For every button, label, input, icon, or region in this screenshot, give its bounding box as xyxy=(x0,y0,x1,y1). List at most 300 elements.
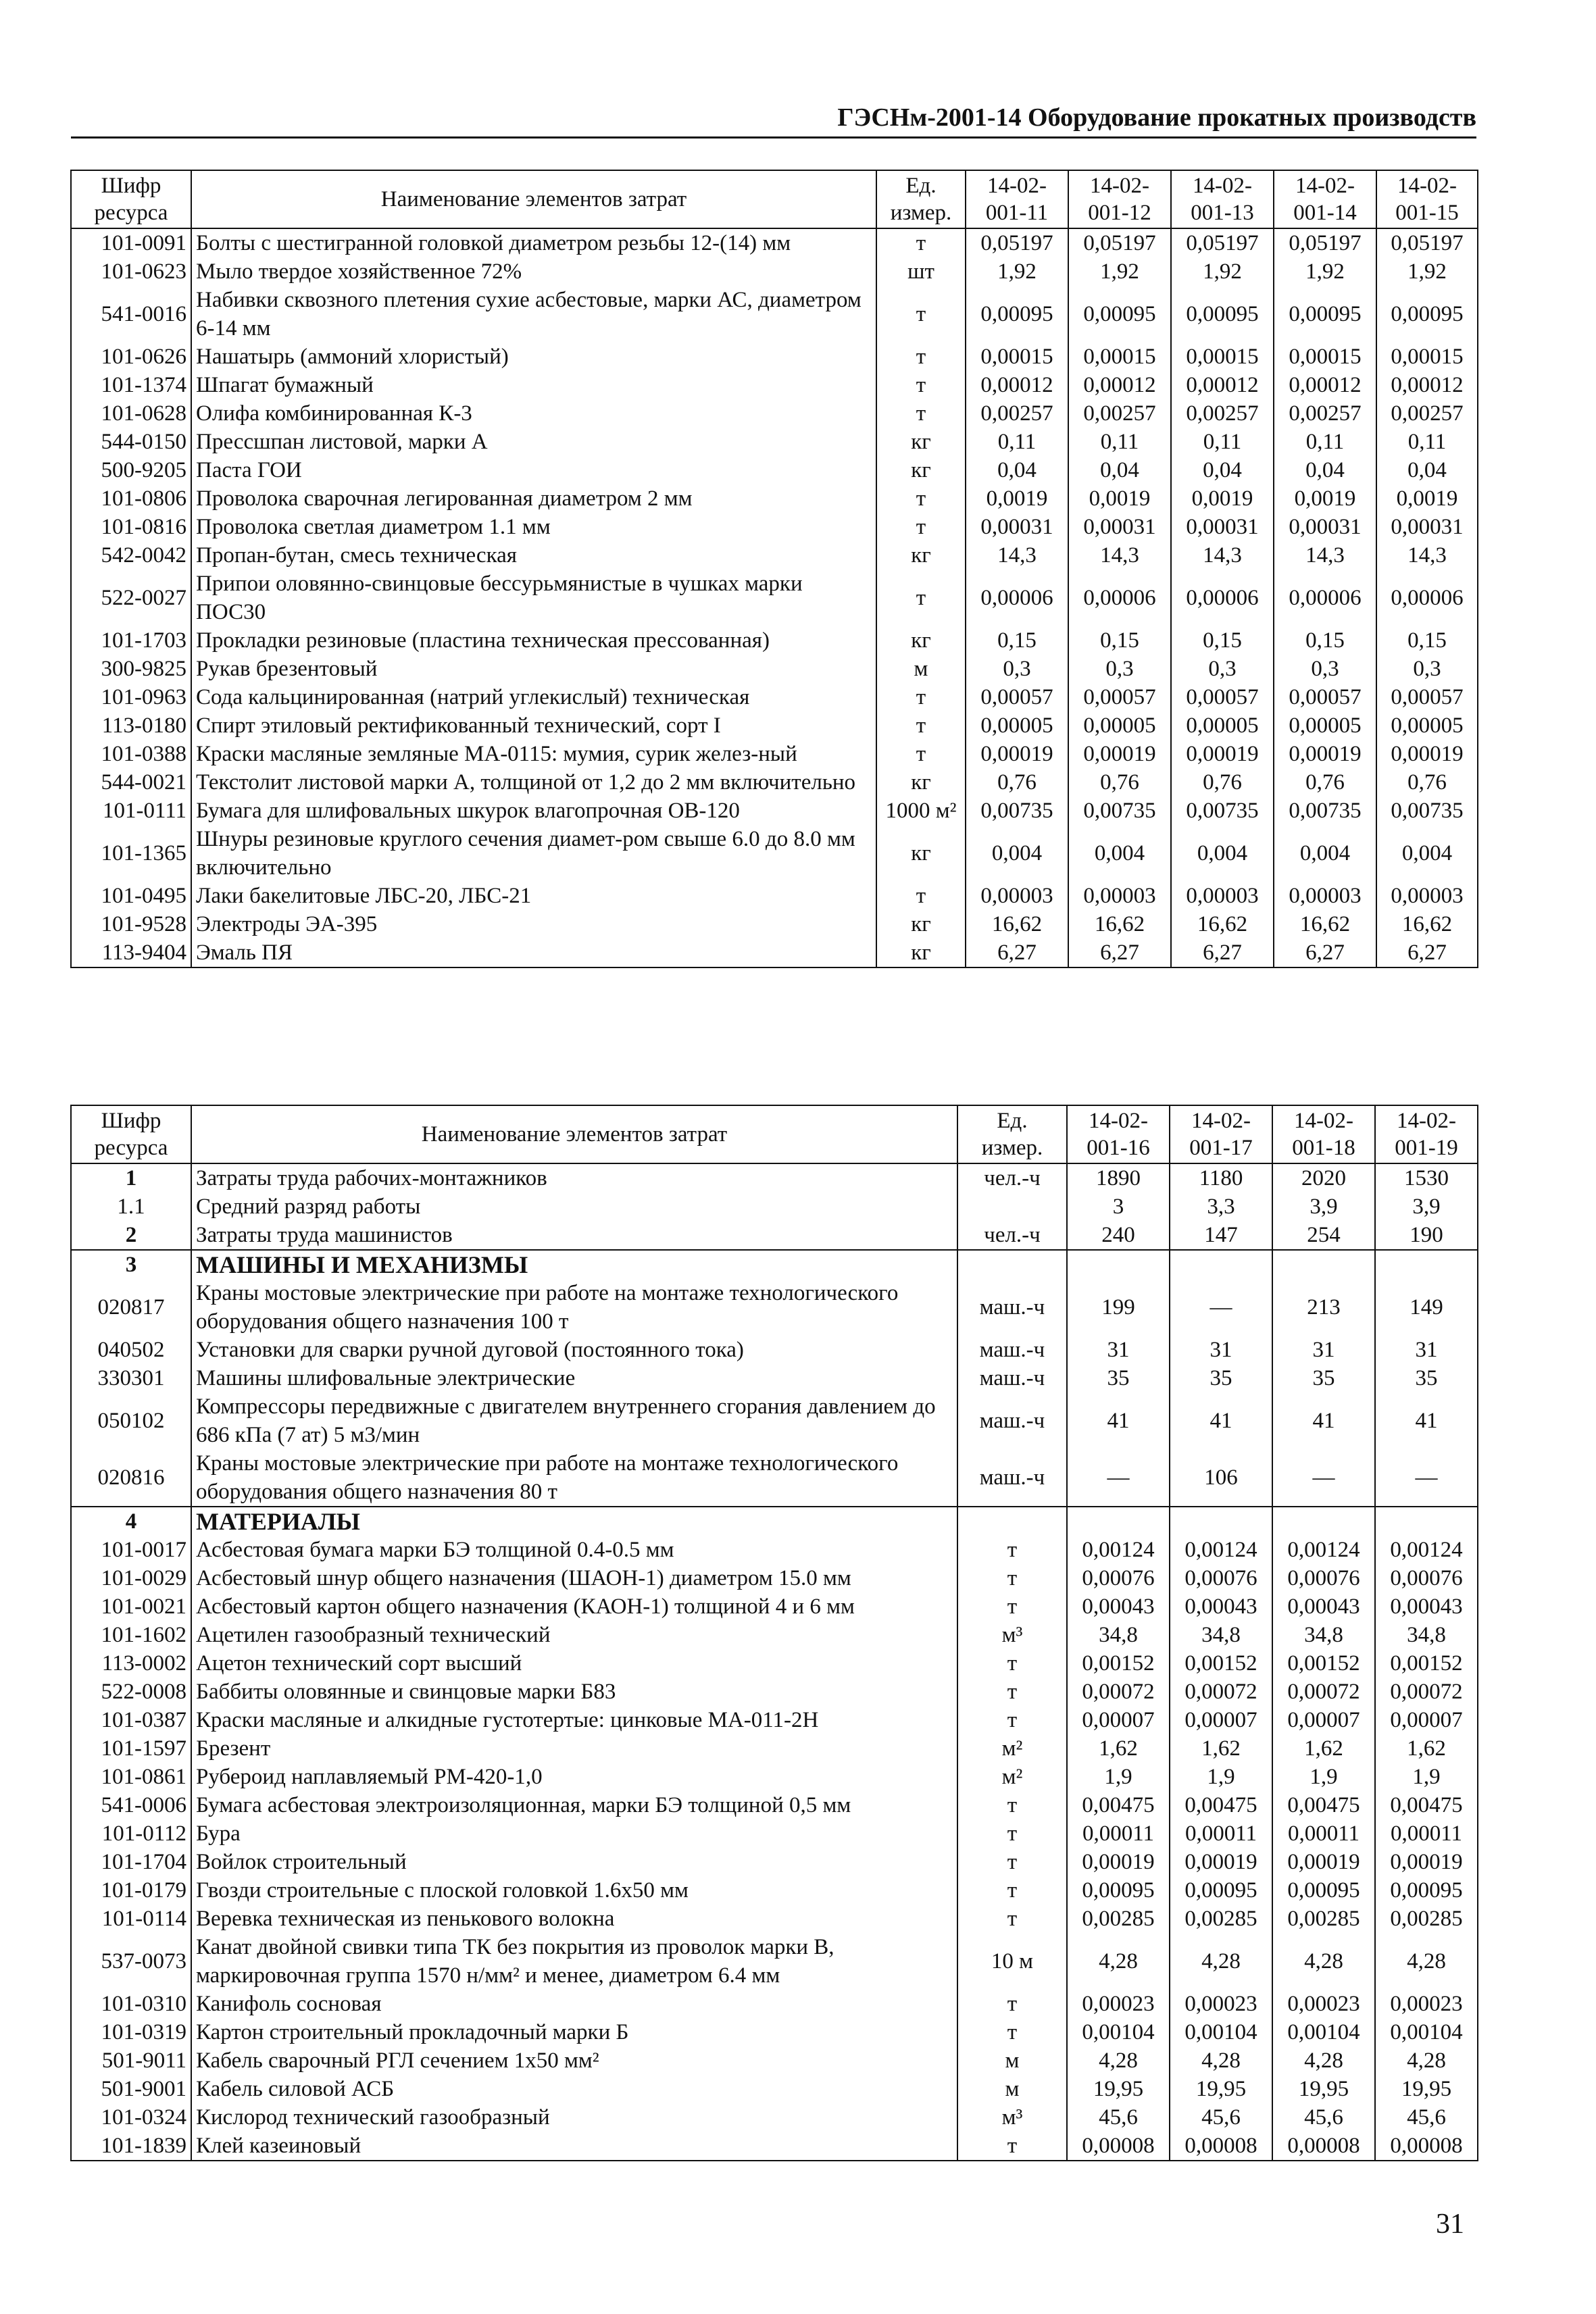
norm-value: 0,00019 xyxy=(1375,1848,1478,1876)
norm-value: 0,00475 xyxy=(1375,1791,1478,1819)
norm-value: — xyxy=(1272,1449,1375,1507)
norm-value: 0,00257 xyxy=(1068,399,1171,428)
cost-element-name: Краски масляные земляные МА-0115: мумия, сурик желез-ный xyxy=(191,740,876,768)
norm-value: 0,3 xyxy=(1376,655,1478,683)
unit-of-measure: кг xyxy=(876,825,966,882)
resource-code: 101-0112 xyxy=(71,1819,191,1848)
norm-value: 0,00003 xyxy=(1274,882,1376,910)
norm-value: 0,00285 xyxy=(1272,1905,1375,1933)
norm-value: 0,00095 xyxy=(1067,1876,1170,1905)
norm-value: 19,95 xyxy=(1272,2075,1375,2103)
norm-value: 0,00072 xyxy=(1170,1678,1272,1706)
unit-of-measure xyxy=(957,1250,1067,1279)
cost-element-name: Бумага асбестовая электроизоляционная, марки БЭ толщиной 0,5 мм xyxy=(191,1791,957,1819)
norm-value xyxy=(1067,1250,1170,1279)
norm-value: 0,05197 xyxy=(1376,228,1478,257)
norm-value: 0,00735 xyxy=(1171,797,1274,825)
cost-element-name: Пропан-бутан, смесь техническая xyxy=(191,541,876,570)
column-header-unit: Ед. измер. xyxy=(957,1105,1067,1163)
norm-value: 0,76 xyxy=(1171,768,1274,797)
norm-value: 0,00095 xyxy=(1171,286,1274,343)
norm-value: 0,00005 xyxy=(1171,711,1274,740)
unit-of-measure xyxy=(957,1507,1067,1536)
norm-value: 35 xyxy=(1375,1364,1478,1392)
norm-value: 0,00285 xyxy=(1170,1905,1272,1933)
resource-code: 101-0626 xyxy=(71,343,191,371)
resource-code: 101-0387 xyxy=(71,1706,191,1734)
unit-of-measure: м xyxy=(876,655,966,683)
norm-value: 0,76 xyxy=(966,768,1068,797)
unit-of-measure: кг xyxy=(876,541,966,570)
norm-value: 0,00104 xyxy=(1170,2018,1272,2046)
norm-value: 0,00095 xyxy=(1376,286,1478,343)
norm-value: 4,28 xyxy=(1170,1933,1272,1990)
cost-element-name: Проволока светлая диаметром 1.1 мм xyxy=(191,513,876,541)
unit-of-measure: т xyxy=(876,683,966,711)
norm-value: 0,004 xyxy=(1274,825,1376,882)
norm-value: 14,3 xyxy=(1068,541,1171,570)
norm-value: 0,00057 xyxy=(966,683,1068,711)
norm-value: 1,92 xyxy=(966,257,1068,286)
table-row xyxy=(71,2075,1478,2103)
cost-element-name: Средний разряд работы xyxy=(191,1192,957,1221)
column-header-norm: 14-02- 001-17 xyxy=(1170,1105,1272,1163)
norm-value: 1180 xyxy=(1170,1163,1272,1192)
resource-code: 101-0319 xyxy=(71,2018,191,2046)
norm-value: 0,00475 xyxy=(1170,1791,1272,1819)
table-row xyxy=(71,1621,1478,1649)
norm-value xyxy=(1170,1507,1272,1536)
norm-value: 0,00023 xyxy=(1272,1990,1375,2018)
resource-code: 101-0623 xyxy=(71,257,191,286)
resource-code: 101-0628 xyxy=(71,399,191,428)
unit-of-measure: м xyxy=(957,2075,1067,2103)
norm-value: 0,00057 xyxy=(1274,683,1376,711)
unit-of-measure: т xyxy=(876,882,966,910)
unit-of-measure: кг xyxy=(876,938,966,967)
norm-value: 4,28 xyxy=(1375,2046,1478,2075)
norm-value: 0,00031 xyxy=(1171,513,1274,541)
unit-of-measure: м xyxy=(957,2046,1067,2075)
resource-code: 101-0963 xyxy=(71,683,191,711)
resource-code: 101-0861 xyxy=(71,1763,191,1791)
norm-value: 0,05197 xyxy=(966,228,1068,257)
cost-element-name: Асбестовый шнур общего назначения (ШАОН-1) диаметром 15.0 мм xyxy=(191,1564,957,1592)
unit-of-measure: т xyxy=(876,286,966,343)
resource-code: 020816 xyxy=(71,1449,191,1507)
resource-code: 101-9528 xyxy=(71,910,191,938)
table-row xyxy=(71,1336,1478,1364)
cost-element-name: Веревка техническая из пенькового волокна xyxy=(191,1905,957,1933)
norm-value: 0,0019 xyxy=(1376,484,1478,513)
resource-code: 101-1602 xyxy=(71,1621,191,1649)
cost-element-name: Войлок строительный xyxy=(191,1848,957,1876)
norm-value: — xyxy=(1170,1279,1272,1336)
norm-value: 0,00031 xyxy=(1274,513,1376,541)
norm-value: 0,00019 xyxy=(1170,1848,1272,1876)
resource-code: 101-0021 xyxy=(71,1592,191,1621)
cost-element-name: Бумага для шлифовальных шкурок влагопрочная ОВ-120 xyxy=(191,797,876,825)
cost-element-name: Установки для сварки ручной дуговой (постоянного тока) xyxy=(191,1336,957,1364)
column-header-norm: 14-02- 001-14 xyxy=(1274,170,1376,228)
table-row xyxy=(71,1763,1478,1791)
unit-of-measure: кг xyxy=(876,626,966,655)
unit-of-measure: т xyxy=(876,484,966,513)
unit-of-measure: т xyxy=(957,1791,1067,1819)
norm-value: 0,00003 xyxy=(966,882,1068,910)
unit-of-measure: т xyxy=(957,1564,1067,1592)
table-row xyxy=(71,910,1478,938)
norm-value: 0,00285 xyxy=(1375,1905,1478,1933)
norm-value: 0,00095 xyxy=(1375,1876,1478,1905)
unit-of-measure: т xyxy=(876,711,966,740)
table-row xyxy=(71,1905,1478,1933)
norm-value: 0,00104 xyxy=(1067,2018,1170,2046)
norm-value: 0,0019 xyxy=(966,484,1068,513)
norm-value: 0,004 xyxy=(1068,825,1171,882)
norm-value: 0,00057 xyxy=(1171,683,1274,711)
norm-value: 19,95 xyxy=(1170,2075,1272,2103)
column-header-code: Шифр ресурса xyxy=(71,170,191,228)
resource-code: 101-1704 xyxy=(71,1848,191,1876)
norm-value: 3,9 xyxy=(1375,1192,1478,1221)
table-row xyxy=(71,655,1478,683)
norm-value: 0,00019 xyxy=(966,740,1068,768)
norm-value xyxy=(1375,1250,1478,1279)
norm-value: 0,00475 xyxy=(1067,1791,1170,1819)
norm-value: 0,00015 xyxy=(1171,343,1274,371)
norm-value: 0,00257 xyxy=(1376,399,1478,428)
resource-code: 542-0042 xyxy=(71,541,191,570)
norm-value: 199 xyxy=(1067,1279,1170,1336)
table-row xyxy=(71,2046,1478,2075)
norm-value: 0,00007 xyxy=(1375,1706,1478,1734)
table-row xyxy=(71,1564,1478,1592)
table-row xyxy=(71,1192,1478,1221)
norm-value: 0,00019 xyxy=(1274,740,1376,768)
norm-value: 4,28 xyxy=(1272,2046,1375,2075)
table-row xyxy=(71,1678,1478,1706)
norm-value: 0,00011 xyxy=(1067,1819,1170,1848)
norm-value: 1,62 xyxy=(1170,1734,1272,1763)
cost-element-name: Спирт этиловый ректификованный технический, сорт I xyxy=(191,711,876,740)
norm-value: 41 xyxy=(1272,1392,1375,1449)
norm-value: 0,00003 xyxy=(1376,882,1478,910)
norm-value: 0,3 xyxy=(1171,655,1274,683)
cost-element-name: МАТЕРИАЛЫ xyxy=(191,1507,957,1536)
unit-of-measure: т xyxy=(957,1819,1067,1848)
unit-of-measure: кг xyxy=(876,428,966,456)
norm-value: 0,00008 xyxy=(1375,2132,1478,2161)
norm-value: 35 xyxy=(1067,1364,1170,1392)
running-header xyxy=(71,100,1476,139)
norm-value: 0,00019 xyxy=(1068,740,1171,768)
table-row xyxy=(71,1250,1478,1279)
column-header-norm: 14-02- 001-18 xyxy=(1272,1105,1375,1163)
page-number: 31 xyxy=(1436,2209,1464,2240)
norm-value: 0,00005 xyxy=(1068,711,1171,740)
cost-element-name: Лаки бакелитовые ЛБС-20, ЛБС-21 xyxy=(191,882,876,910)
cost-table-2 xyxy=(70,1105,1478,2161)
norm-value xyxy=(1067,1507,1170,1536)
unit-of-measure: кг xyxy=(876,456,966,484)
norm-value: 0,00023 xyxy=(1375,1990,1478,2018)
table-row xyxy=(71,711,1478,740)
table-2-body xyxy=(71,1163,1478,2161)
norm-value: 0,00152 xyxy=(1067,1649,1170,1678)
norm-value: 190 xyxy=(1375,1221,1478,1250)
resource-code: 300-9825 xyxy=(71,655,191,683)
norm-value: 0,00257 xyxy=(1171,399,1274,428)
unit-of-measure: т xyxy=(957,2132,1067,2161)
unit-of-measure: т xyxy=(957,1649,1067,1678)
norm-value: 0,00008 xyxy=(1272,2132,1375,2161)
norm-value: 6,27 xyxy=(1171,938,1274,967)
table-row xyxy=(71,428,1478,456)
resource-code: 541-0006 xyxy=(71,1791,191,1819)
resource-code: 541-0016 xyxy=(71,286,191,343)
cost-element-name: Затраты труда машинистов xyxy=(191,1221,957,1250)
norm-value: 14,3 xyxy=(1376,541,1478,570)
norm-value: 34,8 xyxy=(1375,1621,1478,1649)
norm-value: 0,0019 xyxy=(1171,484,1274,513)
norm-value: 0,00019 xyxy=(1067,1848,1170,1876)
norm-value: 0,00005 xyxy=(1274,711,1376,740)
resource-code: 544-0021 xyxy=(71,768,191,797)
cost-element-name: Текстолит листовой марки А, толщиной от 1,2 до 2 мм включительно xyxy=(191,768,876,797)
norm-value: 0,11 xyxy=(966,428,1068,456)
norm-value: 0,00043 xyxy=(1067,1592,1170,1621)
table-row xyxy=(71,1221,1478,1250)
column-header-norm: 14-02- 001-15 xyxy=(1376,170,1478,228)
table-row xyxy=(71,1706,1478,1734)
norm-value: 0,11 xyxy=(1274,428,1376,456)
unit-of-measure: т xyxy=(957,1678,1067,1706)
norm-value: 240 xyxy=(1067,1221,1170,1250)
norm-value: 0,00019 xyxy=(1171,740,1274,768)
norm-value: 0,00257 xyxy=(1274,399,1376,428)
cost-element-name: Канифоль сосновая xyxy=(191,1990,957,2018)
table-row xyxy=(71,1364,1478,1392)
unit-of-measure: т xyxy=(876,399,966,428)
norm-value: 0,004 xyxy=(1171,825,1274,882)
norm-value: 16,62 xyxy=(1376,910,1478,938)
norm-value: 0,00031 xyxy=(966,513,1068,541)
norm-value: 0,00011 xyxy=(1170,1819,1272,1848)
cost-table-1 xyxy=(70,170,1478,968)
cost-element-name: Асбестовая бумага марки БЭ толщиной 0.4-0.5 мм xyxy=(191,1536,957,1564)
norm-value: 0,05197 xyxy=(1274,228,1376,257)
norm-value: 0,05197 xyxy=(1171,228,1274,257)
norm-value: 6,27 xyxy=(1274,938,1376,967)
resource-code: 113-0002 xyxy=(71,1649,191,1678)
table-row xyxy=(71,882,1478,910)
norm-value: 0,00735 xyxy=(1068,797,1171,825)
norm-value: 6,27 xyxy=(966,938,1068,967)
resource-code: 501-9001 xyxy=(71,2075,191,2103)
norm-value: 0,00011 xyxy=(1375,1819,1478,1848)
table-row xyxy=(71,456,1478,484)
norm-value: 0,00057 xyxy=(1068,683,1171,711)
norm-value: 0,00006 xyxy=(1376,570,1478,626)
table-row xyxy=(71,1449,1478,1507)
resource-code: 101-1365 xyxy=(71,825,191,882)
resource-code: 544-0150 xyxy=(71,428,191,456)
norm-value: — xyxy=(1067,1449,1170,1507)
norm-value xyxy=(1272,1250,1375,1279)
unit-of-measure: т xyxy=(876,740,966,768)
norm-value: 16,62 xyxy=(1274,910,1376,938)
norm-value: 0,04 xyxy=(1274,456,1376,484)
resource-code: 101-0495 xyxy=(71,882,191,910)
table-1-header-row xyxy=(71,170,1478,228)
cost-element-name: Шнуры резиновые круглого сечения диамет-ром свыше 6.0 до 8.0 мм включительно xyxy=(191,825,876,882)
cost-element-name: Картон строительный прокладочный марки Б xyxy=(191,2018,957,2046)
norm-value: 0,00043 xyxy=(1170,1592,1272,1621)
norm-value: 34,8 xyxy=(1170,1621,1272,1649)
resource-code: 330301 xyxy=(71,1364,191,1392)
resource-code: 522-0027 xyxy=(71,570,191,626)
resource-code: 500-9205 xyxy=(71,456,191,484)
norm-value: 0,00007 xyxy=(1272,1706,1375,1734)
norm-value: 0,00007 xyxy=(1067,1706,1170,1734)
norm-value: 0,004 xyxy=(966,825,1068,882)
norm-value: 1,9 xyxy=(1272,1763,1375,1791)
norm-value: 0,00031 xyxy=(1376,513,1478,541)
cost-element-name: Болты с шестигранной головкой диаметром резьбы 12-(14) мм xyxy=(191,228,876,257)
norm-value: 0,00735 xyxy=(1376,797,1478,825)
norm-value: 0,00285 xyxy=(1067,1905,1170,1933)
norm-value: 0,11 xyxy=(1068,428,1171,456)
cost-element-name: Сода кальцинированная (натрий углекислый) техническая xyxy=(191,683,876,711)
norm-value: 0,00095 xyxy=(1170,1876,1272,1905)
norm-value: 4,28 xyxy=(1272,1933,1375,1990)
norm-value: 1530 xyxy=(1375,1163,1478,1192)
unit-of-measure: маш.-ч xyxy=(957,1449,1067,1507)
unit-of-measure: 10 м xyxy=(957,1933,1067,1990)
norm-value: 34,8 xyxy=(1272,1621,1375,1649)
norm-value: 6,27 xyxy=(1376,938,1478,967)
cost-element-name: Шпагат бумажный xyxy=(191,371,876,399)
norm-value: 0,00015 xyxy=(1274,343,1376,371)
norm-value: 0,00076 xyxy=(1067,1564,1170,1592)
norm-value: 31 xyxy=(1170,1336,1272,1364)
norm-value: 0,05197 xyxy=(1068,228,1171,257)
cost-element-name: Припои оловянно-свинцовые бессурьмянистые в чушках марки ПОС30 xyxy=(191,570,876,626)
norm-value: 0,00019 xyxy=(1376,740,1478,768)
norm-value: 41 xyxy=(1067,1392,1170,1449)
resource-code: 537-0073 xyxy=(71,1933,191,1990)
resource-code: 101-0816 xyxy=(71,513,191,541)
norm-value: 0,00076 xyxy=(1375,1564,1478,1592)
column-header-code: Шифр ресурса xyxy=(71,1105,191,1163)
table-row xyxy=(71,570,1478,626)
norm-value: 0,00095 xyxy=(1274,286,1376,343)
norm-value: 0,00012 xyxy=(1171,371,1274,399)
unit-of-measure: т xyxy=(876,343,966,371)
column-header-unit: Ед. измер. xyxy=(876,170,966,228)
table-row xyxy=(71,797,1478,825)
norm-value: 0,00012 xyxy=(1068,371,1171,399)
resource-code: 1.1 xyxy=(71,1192,191,1221)
cost-element-name: Баббиты оловянные и свинцовые марки Б83 xyxy=(191,1678,957,1706)
norm-value: 4,28 xyxy=(1375,1933,1478,1990)
norm-value: 0,04 xyxy=(1171,456,1274,484)
norm-value: 3,9 xyxy=(1272,1192,1375,1221)
cost-element-name: Паста ГОИ xyxy=(191,456,876,484)
unit-of-measure: кг xyxy=(876,910,966,938)
resource-code: 101-0114 xyxy=(71,1905,191,1933)
column-header-norm: 14-02- 001-11 xyxy=(966,170,1068,228)
unit-of-measure: чел.-ч xyxy=(957,1221,1067,1250)
table-row xyxy=(71,228,1478,257)
norm-value: 0,00095 xyxy=(1068,286,1171,343)
norm-value: 0,04 xyxy=(1068,456,1171,484)
norm-value: 0,76 xyxy=(1376,768,1478,797)
resource-code: 101-1597 xyxy=(71,1734,191,1763)
norm-value: 0,00007 xyxy=(1170,1706,1272,1734)
norm-value: 45,6 xyxy=(1375,2103,1478,2132)
table-row xyxy=(71,1163,1478,1192)
resource-code: 101-0029 xyxy=(71,1564,191,1592)
norm-value: 1,9 xyxy=(1170,1763,1272,1791)
norm-value: 1,92 xyxy=(1171,257,1274,286)
norm-value: 0,15 xyxy=(1274,626,1376,655)
norm-value: 1,9 xyxy=(1375,1763,1478,1791)
table-row xyxy=(71,740,1478,768)
norm-value: 16,62 xyxy=(1068,910,1171,938)
table-row xyxy=(71,343,1478,371)
norm-value: 4,28 xyxy=(1170,2046,1272,2075)
norm-value: 35 xyxy=(1272,1364,1375,1392)
cost-element-name: Брезент xyxy=(191,1734,957,1763)
unit-of-measure: шт xyxy=(876,257,966,286)
cost-element-name: Краны мостовые электрические при работе на монтаже технологического оборудования общего назначения 100 т xyxy=(191,1279,957,1336)
norm-value: 0,00019 xyxy=(1272,1848,1375,1876)
resource-code: 050102 xyxy=(71,1392,191,1449)
norm-value: 0,00012 xyxy=(1274,371,1376,399)
norm-value: 0,00031 xyxy=(1068,513,1171,541)
table-row xyxy=(71,257,1478,286)
norm-value: 0,00104 xyxy=(1375,2018,1478,2046)
norm-value: 0,00095 xyxy=(1272,1876,1375,1905)
norm-value: 0,00043 xyxy=(1375,1592,1478,1621)
table-row xyxy=(71,825,1478,882)
norm-value: 0,04 xyxy=(966,456,1068,484)
table-row xyxy=(71,1791,1478,1819)
norm-value: 0,00152 xyxy=(1375,1649,1478,1678)
resource-code: 101-1703 xyxy=(71,626,191,655)
norm-value: 0,00023 xyxy=(1170,1990,1272,2018)
norm-value: 0,00006 xyxy=(1068,570,1171,626)
unit-of-measure: м² xyxy=(957,1734,1067,1763)
norm-value: 0,00005 xyxy=(966,711,1068,740)
norm-value: 45,6 xyxy=(1272,2103,1375,2132)
unit-of-measure: т xyxy=(957,2018,1067,2046)
column-header-name: Наименование элементов затрат xyxy=(191,170,876,228)
norm-value: 0,00008 xyxy=(1170,2132,1272,2161)
norm-value: 45,6 xyxy=(1170,2103,1272,2132)
norm-value: 0,004 xyxy=(1376,825,1478,882)
table-row xyxy=(71,1876,1478,1905)
norm-value: 0,00015 xyxy=(966,343,1068,371)
norm-value: 14,3 xyxy=(1171,541,1274,570)
running-header-title: ГЭСНм-2001-14 Оборудование прокатных производств xyxy=(837,103,1476,132)
unit-of-measure: т xyxy=(957,1876,1067,1905)
norm-value: 0,00072 xyxy=(1067,1678,1170,1706)
norm-value: 0,11 xyxy=(1376,428,1478,456)
norm-value: 0,3 xyxy=(966,655,1068,683)
